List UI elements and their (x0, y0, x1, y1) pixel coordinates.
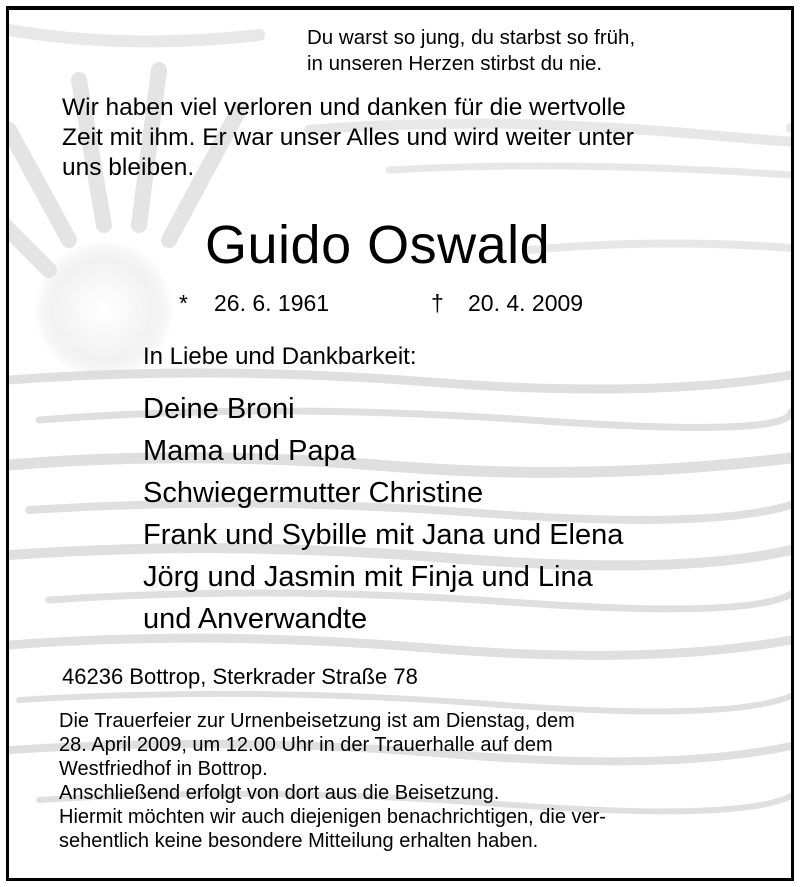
notice-line-6: sehentlich keine besondere Mitteilung erhalten haben. (59, 830, 539, 852)
intro-line-3: uns bleiben. (62, 154, 195, 181)
mourner-line: Mama und Papa (143, 435, 356, 467)
notice-line-1: Die Trauerfeier zur Urnenbeisetzung ist am Dienstag, dem (59, 710, 575, 732)
birth-date: 26. 6. 1961 (214, 290, 330, 316)
notice-line-5: Hiermit möchten wir auch diejenigen benachrichtigen, die ver- (59, 806, 606, 828)
verse-line-2: in unseren Herzen stirbst du nie. (307, 52, 603, 75)
mourner-line: Jörg und Jasmin mit Finja und Lina (143, 561, 593, 593)
death-symbol: † (431, 290, 444, 316)
mourner-line: Schwiegermutter Christine (143, 477, 484, 509)
address: 46236 Bottrop, Sterkrader Straße 78 (62, 664, 418, 689)
mourner-line: Deine Broni (143, 393, 295, 425)
obituary-card (6, 6, 794, 881)
death-date: 20. 4. 2009 (468, 290, 584, 316)
dedication: In Liebe und Dankbarkeit: (143, 343, 417, 370)
intro-line-2: Zeit mit ihm. Er war unser Alles und wird weiter unter (62, 124, 634, 151)
verse-line-1: Du warst so jung, du starbst so früh, (307, 26, 636, 49)
birth-symbol: * (179, 290, 188, 316)
mourner-line: und Anverwandte (143, 603, 368, 635)
mourner-line: Frank und Sybille mit Jana und Elena (143, 519, 624, 551)
notice-line-3: Westfriedhof in Bottrop. (59, 758, 268, 780)
notice-line-4: Anschließend erfolgt von dort aus die Beisetzung. (59, 782, 500, 804)
notice-line-2: 28. April 2009, um 12.00 Uhr in der Trauerhalle auf dem (59, 734, 553, 756)
deceased-name: Guido Oswald (205, 215, 551, 275)
intro-line-1: Wir haben viel verloren und danken für die wertvolle (62, 94, 626, 121)
